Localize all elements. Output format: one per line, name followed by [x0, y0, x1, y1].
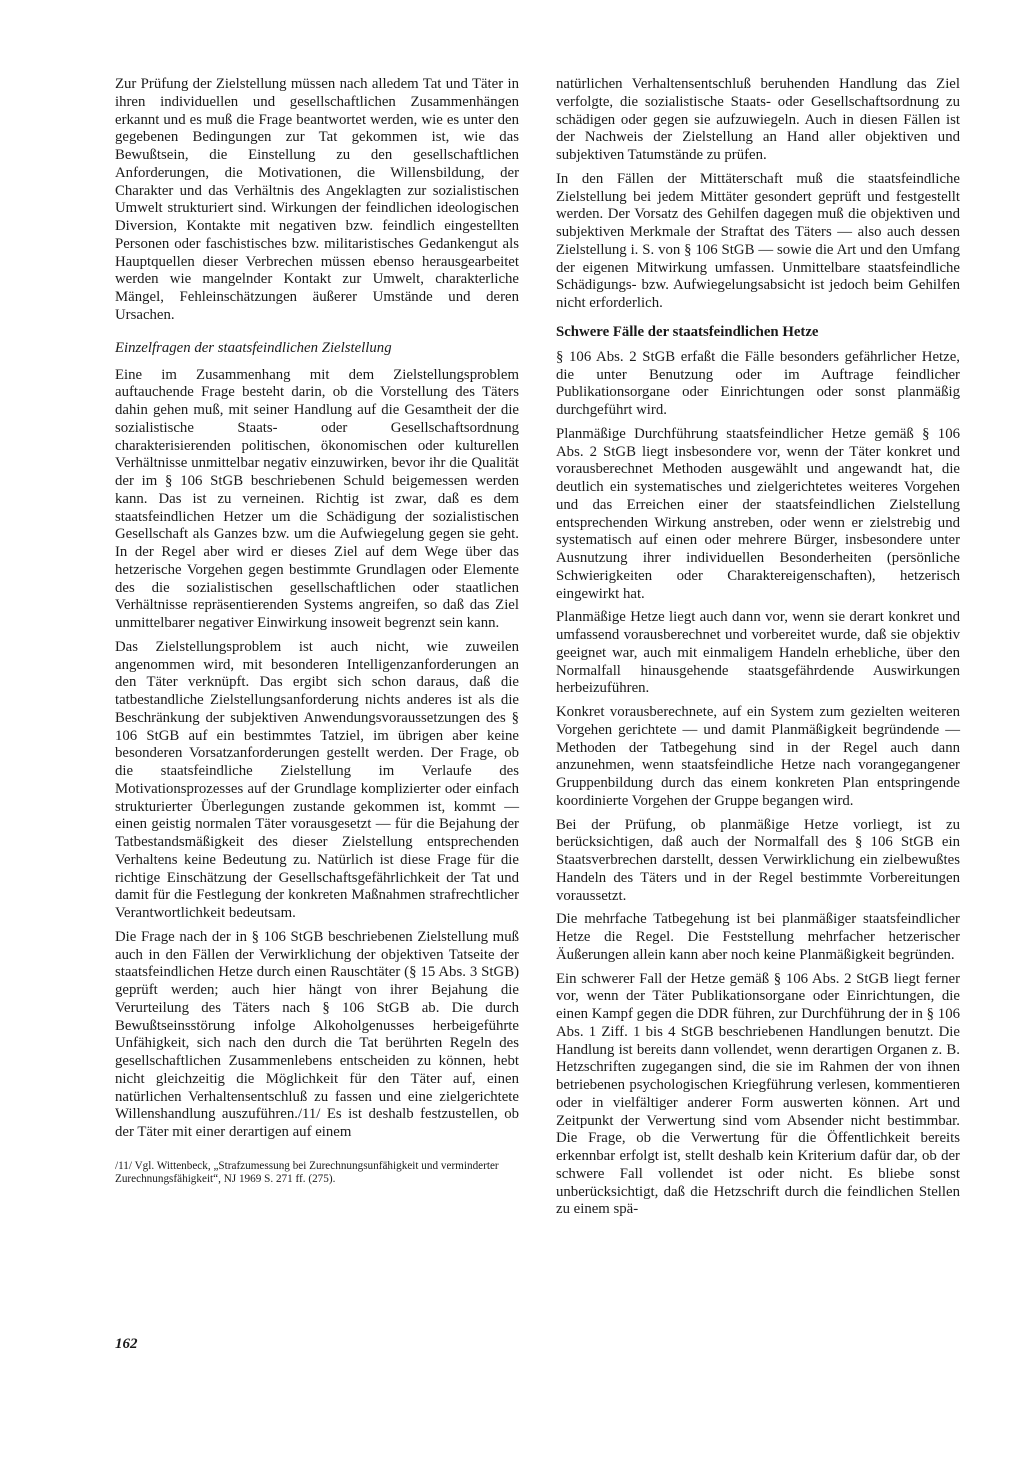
left-column	[115, 76, 519, 1186]
left-paragraph-2: Eine im Zusammenhang mit dem Zielstellungsproblem auftauchende Frage besteht darin, ob die Vorstellung des Täters dahin gehen muß, mit seiner Handlung auf die Gesamtheit der die sozialistische Staats- oder Gesellschaftsordnung charakterisierenden politischen, ökonomischen oder kulturellen Verhältnisse unmittelbar negativ einzuwirken, bevor ihr die Qualität der im § 106 StGB beschriebenen Schuld beigemessen werden kann. Das ist zu verneinen. Richtig ist zwar, daß es dem staatsfeindlichen Hetzer um die Schädigung der sozialistischen Gesellschaft als Ganzes bzw. um die Aufwiegelung gegen sie geht. In der Regel aber wird er dieses Ziel auf dem Wege über das hetzerische Vorgehen gegen bestimmte Grundlagen oder Elemente des die sozialistischen gesellschaftlichen oder staatlichen Verhältnisse repräsentierenden Systems angreifen, so daß das Ziel unmittelbarer negativer Einwirkung insoweit begrenzt sein kann.	[115, 366, 519, 631]
right-paragraph-4: Planmäßige Durchführung staatsfeindlicher Hetze gemäß § 106 Abs. 2 StGB liegt insbesondere vor, wenn der Täter konkret und vorausberechnet Methoden ausgewählt und angewandt hat, die deutlich ein systematisches und zielgerichtetes weiteres Vorgehen und das Erreichen einer der staatsfeindlichen Zielstellung entsprechenden Wirkung anstreben, oder wenn er zielstrebig und systematisch auf einen oder mehrere Bürger, insbesondere unter Ausnutzung ihrer individuellen Besonderheiten (persönliche Schwierigkeiten oder Charaktereigenschaften), hetzerisch eingewirkt hat.	[556, 425, 960, 602]
right-paragraph-3: § 106 Abs. 2 StGB erfaßt die Fälle besonders gefährlicher Hetze, die unter Benutzung oder im Auftrage feindlicher Publikationsorgane oder Einrichtungen oder sonst planmäßig durchgeführt wird.	[556, 348, 960, 418]
right-paragraph-5: Planmäßige Hetze liegt auch dann vor, wenn sie derart konkret und umfassend vorausberechnet und vorbereitet wurde, daß sie objektiv geeignet war, auch mit einmaligem Handeln erhebliche, über den Normalfall hinausgehende staatsgefährdende Auswirkungen herbeizuführen.	[556, 609, 960, 697]
page-number: 162	[115, 1336, 138, 1352]
left-paragraph-3: Das Zielstellungsproblem ist auch nicht, wie zuweilen angenommen wird, mit besonderen Intelligenzanforderungen an den Täter verknüpft. Das ergibt sich schon daraus, daß die tatbestandliche Zielstellungsanforderung nichts anderes ist als die Beschränkung der subjektiven Anwendungsvoraussetzungen des § 106 StGB auf ein bestimmtes Tatziel, im übrigen aber keine besonderen Vorsatzanforderungen gestellt werden. Der Frage, ob die staatsfeindliche Zielstellung im Verlaufe des Motivationsprozesses auf der Grundlage komplizierter oder einfach strukturierter Überlegungen zustande gekommen ist, kommt — einen geistig normalen Täter vorausgesetzt — für die Bejahung der Tatbestandsmäßigkeit des dieser Zielstellung entsprechenden Verhaltens keine Bedeutung zu. Natürlich ist diese Frage für die richtige Einschätzung der Gesellschaftsgefährlichkeit der Tat und damit für die Festlegung der konkreten Maßnahmen strafrechtlicher Verantwortlichkeit bedeutsam.	[115, 638, 519, 921]
right-paragraph-6: Konkret vorausberechnete, auf ein System zum gezielten weiteren Vorgehen gerichtete — und damit Planmäßigkeit begründende — Methoden der Tatbegehung sind in der Regel auch dann anzunehmen, wenn staatsfeindliche Hetze nach vorangegangener Gruppenbildung durch das einem konkreten Plan entspringende koordinierte Vorgehen der Gruppe begangen wird.	[556, 704, 960, 809]
left-paragraph-4: Die Frage nach der in § 106 StGB beschriebenen Zielstellung muß auch in den Fällen der Verwirklichung der objektiven Tatseite der staatsfeindlichen Hetze durch einen Rauschtäter (§ 15 Abs. 3 StGB) geprüft werden; auch hier hängt von ihrer Bejahung die Verurteilung des Täters nach § 106 StGB ab. Die durch Bewußtseinsstörung infolge Alkoholgenusses herbeigeführte Unfähigkeit, sich nach den durch die Tat berührten Regeln des gesellschaftlichen Zusammenlebens entscheiden zu können, hebt nicht gleichzeitig die Möglichkeit für den Täter auf, einen natürlichen Verhaltensentschluß zu fassen und eine zielgerichtete Willenshandlung auszuführen./11/ Es ist deshalb festzustellen, ob der Täter mit einer derartigen auf einem	[115, 928, 519, 1140]
right-paragraph-1: natürlichen Verhaltensentschluß beruhenden Handlung das Ziel verfolgte, die sozialistische Staats- oder Gesellschaftsordnung zu schädigen oder gegen sie aufzuwiegeln. Auch in diesen Fällen ist der Nachweis der Zielstellung an Hand aller objektiven und subjektiven Tatumstände zu prüfen.	[556, 76, 960, 163]
right-paragraph-7: Bei der Prüfung, ob planmäßige Hetze vorliegt, ist zu berücksichtigen, daß auch der Normalfall des § 106 StGB ein Staatsverbrechen darstellt, dessen Verwirklichung ein zielbewußtes Handeln des Täters und in der Regel bestimmte Vorbereitungen voraussetzt.	[556, 816, 960, 904]
right-paragraph-2: In den Fällen der Mittäterschaft muß die staatsfeindliche Zielstellung bei jedem Mittäter gesondert geprüft und festgestellt werden. Der Vorsatz des Gehilfen dagegen muß die objektiven und subjektiven Merkmale der Straftat des Täters — also auch dessen Zielstellung i. S. von § 106 StGB — sowie die Art und den Umfang der eigenen Mitwirkung umfassen. Unmittelbare staatsfeindliche Schädigungs- bzw. Aufwiegelungsabsicht ist jedoch beim Gehilfen nicht erforderlich.	[556, 170, 960, 311]
right-paragraph-8: Die mehrfache Tatbegehung ist bei planmäßiger staatsfeindlicher Hetze die Regel. Die Feststellung mehrfacher hetzerischer Äußerungen allein kann aber noch keine Planmäßigkeit begründen.	[556, 911, 960, 963]
footnote: /11/ Vgl. Wittenbeck, „Strafzumessung bei Zurechnungsunfähigkeit und verminderter Zurechnungsfähigkeit“, NJ 1969 S. 271 ff. (275).	[115, 1159, 499, 1185]
section-heading-schwere-faelle: Schwere Fälle der staatsfeindlichen Hetze	[556, 323, 819, 340]
right-paragraph-9: Ein schwerer Fall der Hetze gemäß § 106 Abs. 2 StGB liegt ferner vor, wenn der Täter Publikationsorgane oder Einrichtungen, die einen Kampf gegen die DDR führen, zur Durchführung der in § 106 Abs. 1 Ziff. 1 bis 4 StGB beschriebenen Handlungen benutzt. Die Handlung ist bereits dann vollendet, wenn derartigen Organen z. B. Hetzschriften zugegangen sind, die sie im Rahmen der von ihnen betriebenen psychologischen Kriegführung verlesen, kommentieren oder in vielfältiger anderer Form auswerten können. Art und Zeitpunkt der Verwertung sind vom Absender nicht bestimmbar. Die Frage, ob die Verwertung für die Öffentlichkeit bereits erkennbar erfolgt ist, stellt deshalb kein Kriterium dafür dar, ob der schwere Fall vollendet ist oder nicht. Es bliebe sonst unberücksichtigt, daß die Hetzschrift durch die feindlichen Stellen zu einem spä-	[556, 970, 960, 1218]
left-paragraph-1: Zur Prüfung der Zielstellung müssen nach alledem Tat und Täter in ihren individuellen und gesellschaftlichen Zusammenhängen erkannt und es muß die Frage beantwortet werden, wie es unter den gegebenen Bedingungen zur Tat gekommen ist, wie das Bewußtsein, die Einstellung zu den gesellschaftlichen Anforderungen, die Motivationen, die Willensbildung, der Charakter und das Verhältnis des Angeklagten zur sozialistischen Umwelt strukturiert sind. Wirkungen der feindlichen ideologischen Diversion, Kontakte mit negativen bzw. feindlich eingestellten Personen oder faschistisches bzw. militaristisches Gedankengut als Hauptquellen dieser Verbrechen müssen ebenso herausgearbeitet werden wie mangelnder Kontakt zur Umwelt, charakterliche Mängel, Fehleinschätzungen äußerer Umstände und deren Ursachen.	[115, 76, 519, 323]
right-column	[556, 76, 960, 1225]
section-heading-zielstellung: Einzelfragen der staatsfeindlichen Zielstellung	[115, 339, 392, 356]
